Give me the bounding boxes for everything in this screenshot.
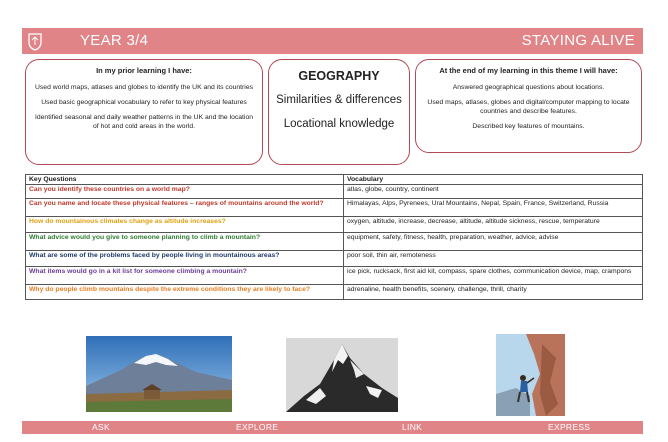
end-item: Answered geographical questions about locations. [452,84,605,91]
subject-focus-1: Similarities & differences [276,94,402,106]
prior-learning-heading: In my prior learning I have: [96,66,192,75]
footer-express: EXPRESS [548,422,591,432]
table-row [26,267,643,285]
key-question: What items would go in a kit list for someone climbing a mountain? [26,267,344,285]
prior-item: Used world maps, atlases and globes to identify the UK and its countries [35,84,253,91]
subject-title: GEOGRAPHY [298,69,380,83]
key-question: What advice would you give to someone planning to climb a mountain? [26,233,344,251]
end-item: Described key features of mountains. [472,123,585,130]
mountain-photo-peak [286,338,398,412]
column-header-questions: Key Questions [26,175,344,185]
end-item: Used maps, atlases, globes and digital/computer mapping to locate countries and describe features. [427,99,630,115]
key-question: What are some of the problems faced by people living in mountainous areas? [26,251,344,267]
end-learning-heading: At the end of my learning in this theme I will have: [439,66,618,75]
subject-focus-2: Locational knowledge [283,118,395,130]
table-row [26,285,643,300]
vocabulary-cell: adrenaline, health benefits, scenery, challenge, thrill, charity [344,285,643,300]
footer-ask: ASK [92,422,110,432]
table-row [26,233,643,251]
footer-link: LINK [402,422,423,432]
end-learning-box [415,59,642,153]
vocabulary-cell: equipment, safety, fitness, health, preparation, weather, advice, advise [344,233,643,251]
vocabulary-cell: oxygen, altitude, increase, decrease, altitude, altitude sickness, rescue, temperature [344,217,643,233]
footer-banner [22,421,643,434]
key-question: How do mountainous climates change as altitude increases? [26,217,344,233]
mountain-photo-snowcap [86,336,232,412]
key-question: Can you name and locate these physical features – ranges of mountains around the world? [26,199,344,217]
school-crest-icon [27,31,43,51]
subject-box [268,59,410,165]
prior-item: Identified seasonal and daily weather patterns in the UK and the location of hot and cold areas in the world. [34,114,254,130]
year-title: YEAR 3/4 [80,32,149,49]
key-question: Why do people climb mountains despite the extreme conditions they are likely to face? [26,285,344,300]
table-row [26,217,643,233]
vocabulary-cell: ice pick, rucksack, first aid kit, compass, spare clothes, communication device, map, crampons [344,267,643,285]
climber-photo [496,334,565,416]
column-header-vocabulary: Vocabulary [344,175,643,185]
header-banner [22,28,643,54]
vocabulary-cell: Himalayas, Alps, Pyrenees, Ural Mountains, Nepal, Spain, France, Switzerland, Russia [344,199,643,217]
vocabulary-cell: atlas, globe, country, continent [344,185,643,199]
table-row [26,199,643,217]
footer-explore: EXPLORE [236,422,279,432]
table-row [26,251,643,267]
key-questions-table [25,174,643,300]
table-row [26,185,643,199]
table-header-row [26,175,643,185]
theme-title: STAYING ALIVE [521,32,635,49]
key-question: Can you identify these countries on a world map? [26,185,344,199]
vocabulary-cell: poor soil, thin air, remoteness [344,251,643,267]
prior-learning-box [25,59,263,165]
prior-item: Used basic geographical vocabulary to refer to key physical features [41,99,247,106]
